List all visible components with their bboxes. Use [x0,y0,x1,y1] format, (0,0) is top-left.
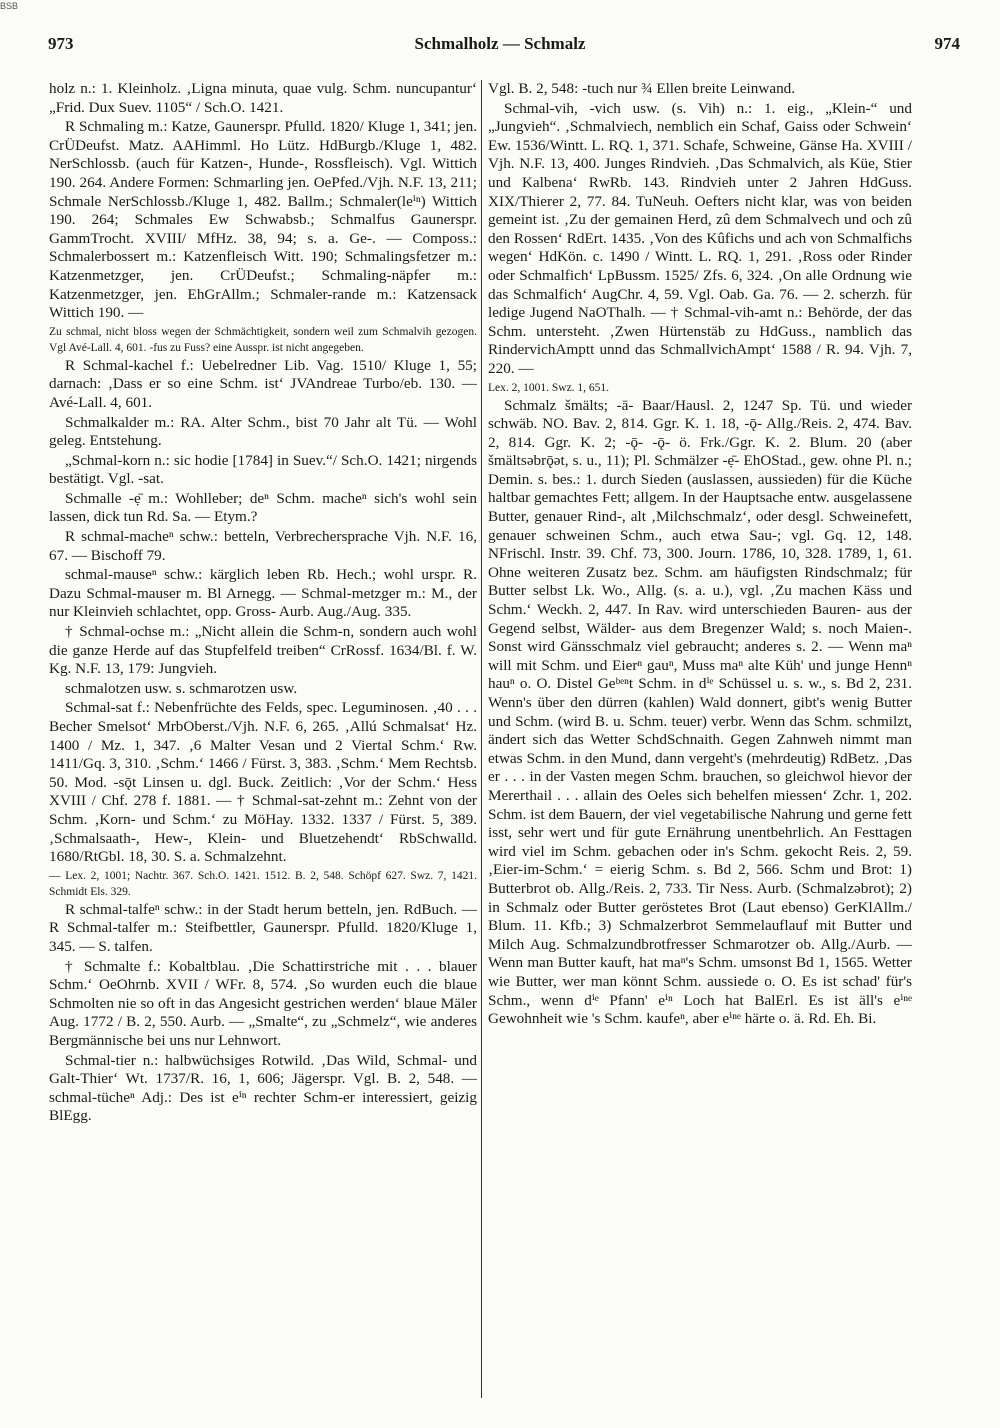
column-divider [481,80,482,1398]
dictionary-entry: holz n.: 1. Kleinholz. ‚Ligna minuta, quae vulg. Schm. nuncupantur‘ „Frid. Dux Suev. 1105“ / Sch.O. 1421. [49,80,477,116]
page-number-right: 974 [934,34,960,53]
dictionary-entry: R Schmal-kachel f.: Uebelredner Lib. Vag. 1510/ Kluge 1, 55; darnach: ‚Dass er so eine Schm. ist‘ JVAndreae Turbo/eb. 130. — Avé-Lall. 4, 601. [49,356,477,411]
dictionary-entry: schmal-mauseⁿ schw.: kärglich leben Rb. Hech.; wohl urspr. R. Dazu Schmal-mauser m. Bl Arnegg. — Schmal-metzger m.: M., der nur Kleinvieh schlachtet, opp. Gross- Aurb. Aug./Aug. 335. [49,566,477,621]
dictionary-entry: Schmalz šmälts; -ā- Baar/Hausl. 2, 1247 Sp. Tü. und wieder schwäb. NO. Bav. 2, 814. Ggr. K. 1. 18, -ǭ- Allg./Reis. 2, 474. Bav. 2, 814. Ggr. K. 2; -ǭ- -ǭ- ö. Frk./Ggr. K. 2. Blum. 20 (aber šmältsəbrǭət, s. u., 11); Pl. Schmälzer -ẹ̄- EhOStad., gew. ohne Pl. n.; Demin. s. bes.: 1. durch Sieden (auslassen, aussieden) für die Küche haltbar gemachtes Fett; allgem. In der Hauptsache entw. ausgelassene Butter, genauer Rind-, alt ‚Milchschmalz‘, oder desgl. Schweinefett, genauer schweinen Schm., auch etwa Sau-; vgl. Gq. 12, 148. NFrischl. Instr. 39. Chf. 73, 300. Journ. 1786, 10, 328. 1789, 1, 61. Ohne weiteren Zusatz bez. Schm. am häufigsten Rindschmalz; für Butter selbst Lk. Wo., Allg. (s. a. u.), vgl. ‚Zu machen Käss und Schm.‘ Weckh. 2, 447. In Rav. wird unterschieden Bauren- aus der Gegend selbst, Wälder- aus dem Bregenzer Wald; s. noch Maien-. Sonst wird Gänsschmalz viel gebraucht; anderes s. 2. — Wenn maⁿ will mit Schm. und Eierⁿ gauⁿ, Muss maⁿ alte Küh' und junge Hennⁿ hauⁿ o. O. Distel Geᵇᵉⁿt Schm. in dⁱᵉ Schüssel u. s. w., s. Bd 2, 231. Wenn's über den dürren (kahlen) Wald donnert, gibt's wenig Butter und Schm. (wird B. u. Schm. teuer) verbr. Wenn das Schm. schmilzt, ändert sich das Wetter SchdSchnaith. Gegen Zahnweh nimmt man etwas Schm. in den Mund, dann vergeht's (mehrdeutig) RdBetz. ‚Das er . . . in der Vasten megen Schm. brauchen, so gleichwol hievor der Mererthail . . . allain des Oeles sich behelfen miessen‘ Zchr. 1, 202. Schm. ist dem Bauern, der viel vegetabilische Nahrung und gerne fett isst, sehr wert und für gute Ernährung unentbehrlich. An Festtagen wird viel im Schm. gebachen oder in's Schm. gekocht Reis. 2, 59. ‚Eier-im-Schm.‘ = eierig Schm. s. Bd 2, 566. Schm und Brot: 1) Butterbrot ob. Allg./Reis. 2, 733. Tir Ness. Aurb. (Schmalzəbrot); 2) in Schmalz oder Butter geröstetes Brot (Laut ebenso) GerKlAllm./ Blum. 11. Kfb.; 3) Schmalzerbrot Semmelauflauf mit Butter und Milch Aug. Schmalzundbrotfresser Schmarotzer ob. Allg./Aurb. — Wenn man Butter kauft, hat maⁿ's Schm. umsonst Bd 1, 1565. Wetter wie Butter, wer man könnt Schm. aussiede o. O. Es ist schad' für's Schm., wenn dⁱᵉ Pfann' eⁱⁿ Loch hat BalErl. Es ist äll's eⁱⁿᵉ Gewohnheit wie 's Schm. kaufeⁿ, aber eⁱⁿᵉ härte o. ä. Rd. Eh. Bi. [488,396,912,1028]
reference-note: — Lex. 2, 1001; Nachtr. 367. Sch.O. 1421. 1512. B. 2, 548. Schöpf 627. Swz. 7, 1421. Schmidt Els. 329. [49,869,477,898]
dictionary-entry: Schmalle -ẹ̄ m.: Wohlleber; deⁿ Schm. macheⁿ sich's wohl sein lassen, dick tun Rd. Sa. — Etym.? [49,489,477,526]
left-column [49,80,477,1405]
dictionary-entry: Schmal-sat f.: Nebenfrüchte des Felds, spec. Leguminosen. ‚40 . . . Becher Smelsot‘ MrbOberst./Vjh. N.F. 6, 265. ‚Allú Schmalsat‘ Hz. 1400 / Mz. 1, 347. ‚6 Malter Vesan und 2 Viertal Schm.‘ Rw. 1411/Gq. 3, 310. ‚Schm.‘ 1466 / Fürst. 3, 383. ‚Schm.‘ Mem Rechtsb. 50. Mod. -sǭt Linsen u. dgl. Buck. Zeitlich: ‚Vor der Schm.‘ Hess XVIII / Chf. 278 f. 1881. — † Schmal-sat-zehnt m.: Zehnt von der Schm. ‚Korn- und Schm.‘ zu MöHay. 1332. 1337 / Fürst. 5, 389. ‚Schmalsaath-, Hew-, Klein- und Bluetzehendt‘ RbSchwalld. 1680/RtGbl. 18, 30. S. a. Schmalzehnt. [49,699,477,866]
running-title: Schmalholz — Schmalz [414,34,586,53]
dictionary-entry: † Schmalte f.: Kobaltblau. ‚Die Schattirstriche mit . . . blauer Schm.‘ OeOhrnb. XVII / WFr. 8, 574. ‚So wurden euch die blaue Schmolten nie so oft in das Angesicht gestrichen werden‘ blaue Mäler Aug. 1772 / B. 2, 550. Aurb. — „Smalte“, zu „Schmelz“, wie anderes Bergmännische bei uns nur Lehnwort. [49,957,477,1049]
dictionary-entry: Schmal-tier n.: halbwüchsiges Rotwild. ‚Das Wild, Schmal- und Galt-Thier‘ Wt. 1737/R. 16, 1, 606; Jägerspr. Vgl. B. 2, 548. — schmal-tücheⁿ Adj.: Des ist eⁱⁿ rechter Schm-er interessiert, geizig BlEgg. [49,1051,477,1125]
library-stamp: BSB [0,1,19,11]
dictionary-entry: R schmal-talfeⁿ schw.: in der Stadt herum betteln, jen. RdBuch. — R Schmal-talfer m.: Steifbettler, Gaunerspr. Pfulld. 1820/Kluge 1, 345. — S. talfen. [49,900,477,955]
dictionary-entry: R Schmaling m.: Katze, Gaunerspr. Pfulld. 1820/ Kluge 1, 341; jen. CrÜDeufst. Matz. AAHimml. Ho Lütz. HdBurgb./Kluge 1, 482. NerSchlossb. (auch für Katzen-, Hunde-, Rossfleisch). Vgl. Wittich 190. 264. Andere Formen: Schmarling jen. OePfed./Vjh. N.F. 13, 211; Schmale NerSchlossb./Kluge 1, 482. Ballm.; Schmaler(leⁱⁿ) Wittich 190. 264; Schmales Ew Schwabsb.; Schmalfus Gaunerspr. GammTrocht. XVIII/ MfHz. 38, 94; s. a. Ge-. — Composs.: Schmalerbossert m.: Katzenfleisch Witt. 190; Schmalingsfetzer m.: Katzenmetzger, jen. CrÜDeufst.; Schmaling-näpfer m.: Katzenmetzger, jen. EhGrAllm.; Schmaler-rande m.: Katzensack Wittich 190. — [49,118,477,322]
dictionary-entry: Schmal-vih, -vich usw. (s. Vih) n.: 1. eig., „Klein-“ und „Jungvieh“. ‚Schmalviech, nemblich ein Schaf, Gaiss oder Schwein‘ Ew. 1536/Wintt. L. RQ. 1, 371. Schafe, Schweine, Gänse Ha. XVIII / Vjh. N.F. 13, 400. Junges Rindvieh. ‚Das Schmalvich, als Küe, Stier und Kalbena‘ RwRb. 143. Rindvieh unter 2 Jahren HdGuss. XIX/Thierer 2, 77. 84. TuNeuh. Oefters nicht klar, was von beiden gemeint ist. ‚Zu der gemainen Herd, zû dem Schmalvech und och zû den Rossen‘ RdErt. 1435. ‚Von des Kûfichs und ach von Schmalfichs wegen‘ HdKön. c. 1490 / Wintt. L. RQ. 1, 291. ‚Ross oder Rinder oder Schmalfich‘ LpBussm. 1525/ Zfs. 6, 324. ‚On alle Ordnung wie das Schmalfich‘ AugChr. 4, 59. Vgl. Oab. Ga. 76. — 2. scherzh. für ledige Jugend NaOThalh. — † Schmal-vih-amt n.: Behörde, der das Schm. untersteht. ‚Zwen Hürtenstäb zu HdGuss., namblich das RindervichAmptt unnd das SchmallvichAmpt‘ 1588 / R. 94. Vjh. 7, 220. — [488,99,912,377]
right-column [488,80,912,1405]
page-header [40,34,960,58]
dictionary-entry: „Schmal-korn n.: sic hodie [1784] in Suev.“/ Sch.O. 1421; nirgends bestätigt. Vgl. -sat. [49,451,477,488]
dictionary-entry: Schmalkalder m.: RA. Alter Schm., bist 70 Jahr alt Tü. — Wohl geleg. Entstehung. [49,413,477,450]
dictionary-entry: R schmal-macheⁿ schw.: betteln, Verbrechersprache Vjh. N.F. 16, 67. — Bischoff 79. [49,528,477,564]
reference-note: Lex. 2, 1001. Swz. 1, 651. [488,381,610,394]
page-number-left: 973 [48,34,74,53]
reference-note: Zu schmal, nicht bloss wegen der Schmächtigkeit, sondern weil zum Schmalvih gezogen. Vgl Avé-Lall. 4, 601. -fus zu Fuss? eine Ausspr. ist nicht angegeben. [49,325,477,354]
dictionary-entry: Vgl. B. 2, 548: -tuch nur ¾ Ellen breite Leinwand. [488,80,796,97]
dictionary-entry: schmalotzen usw. s. schmarotzen usw. [65,679,298,697]
dictionary-entry: † Schmal-ochse m.: „Nicht allein die Schm-n, sondern auch wohl die ganze Herde auf das Stupfelfeld treiben“ CrRossf. 1634/Bl. f. W. Kg. N.F. 13, 179: Jungvieh. [49,623,477,678]
